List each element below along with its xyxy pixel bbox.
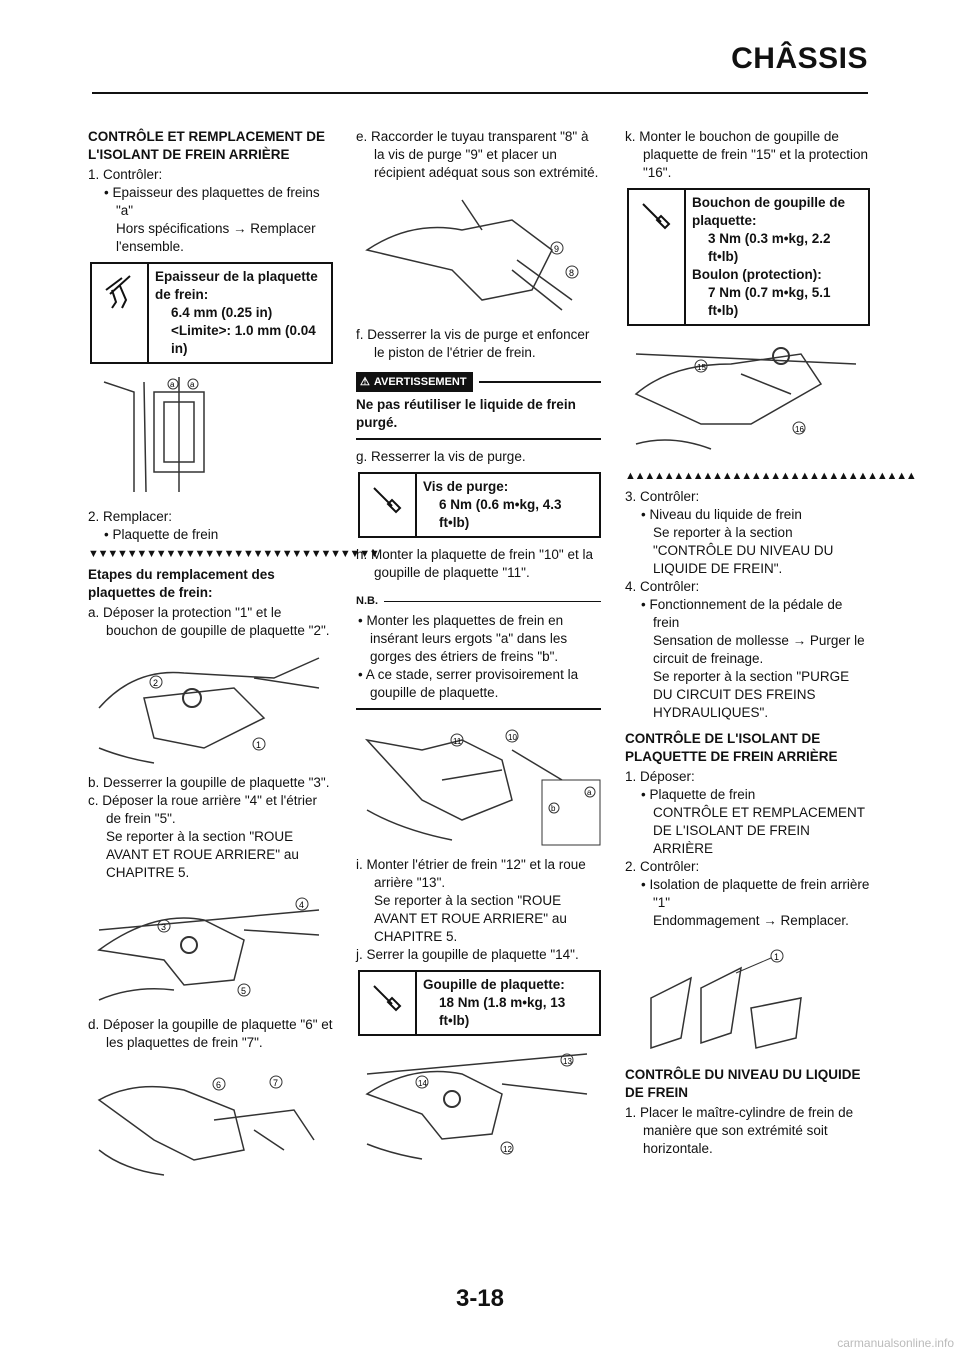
step-text: 4. Contrôler: (625, 579, 700, 594)
bullet-text: • Plaquette de frein (641, 787, 756, 802)
figure-label: 1 (256, 740, 262, 750)
warning-triangle-icon: ⚠ (360, 376, 370, 388)
warning-badge (356, 372, 473, 392)
sub-text: Se reporter à la section "ROUE AVANT ET ROUE ARRIERE" au CHAPITRE 5. (374, 893, 567, 944)
step-text: 2. Contrôler: (625, 859, 700, 874)
spec-title: Boulon (protection): (692, 267, 822, 282)
step-text: c. Déposer la roue arrière "4" et l'étrier de frein "5". (88, 793, 318, 826)
figure-label: a (587, 788, 592, 797)
step-text: i. Monter l'étrier de frein "12" et la roue arrière "13". (356, 857, 586, 890)
bullet-text: • Niveau du liquide de frein (641, 507, 802, 522)
section-heading: CONTRÔLE DE L'ISOLANT DE PLAQUETTE DE FREIN ARRIÈRE (625, 731, 838, 764)
caliper-gauge-icon (92, 264, 149, 362)
figure-label: a (170, 380, 175, 389)
figure-brake-pad-thickness (94, 372, 333, 500)
page-title: CHÂSSIS (731, 42, 868, 75)
torque-wrench-icon (360, 972, 417, 1034)
spec-limit: <Limite>: 1.0 mm (0.04 in) (171, 323, 316, 356)
figure-label: 8 (569, 268, 575, 278)
figure-pad-pin-tightening (362, 1044, 601, 1162)
figure-label: 7 (273, 1078, 279, 1088)
figure-label: 2 (153, 678, 159, 688)
step-text: j. Serrer la goupille de plaquette "14". (356, 947, 579, 962)
figure-label: 15 (697, 363, 706, 372)
sub-text: Se reporter à la section "CONTRÔLE DU NIVEAU DU LIQUIDE DE FREIN". (653, 525, 834, 576)
warning-header (356, 372, 601, 392)
sub-text: CONTRÔLE ET REMPLACEMENT DE L'ISOLANT DE FREIN ARRIÈRE (653, 805, 865, 856)
step-text: h. Monter la plaquette de frein "10" et la goupille de plaquette "11". (356, 547, 593, 580)
figure-label: 10 (508, 733, 517, 742)
step-text: 1. Déposer: (625, 769, 695, 784)
spec-box (358, 970, 601, 1036)
figure-pad-insulator (631, 938, 870, 1058)
steps-start-marker: ▼▼▼▼▼▼▼▼▼▼▼▼▼▼▼▼▼▼▼▼▼▼▼▼▼▼▼▼▼▼ (88, 548, 379, 560)
figure-label: 13 (563, 1057, 572, 1066)
figure-label: 14 (418, 1079, 427, 1088)
torque-wrench-icon (360, 474, 417, 536)
bullet-text: • Fonctionnement de la pédale de frein (641, 597, 843, 630)
figure-label: 11 (453, 737, 462, 746)
sub-text: Sensation de mollesse → Purger le circuit de freinage. (653, 633, 865, 666)
figure-label: b (551, 804, 556, 813)
figure-label: 9 (554, 244, 560, 254)
figure-protection-install (631, 334, 870, 462)
step-text: e. Raccorder le tuyau transparent "8" à la vis de purge "9" et placer un récipient adéquat sous son extrémité. (356, 129, 599, 180)
warning-label: AVERTISSEMENT (373, 376, 467, 388)
spec-value: 7 Nm (0.7 m•kg, 5.1 ft•lb) (708, 285, 831, 318)
figure-label: 5 (241, 986, 247, 996)
figure-pad-removal (94, 1060, 333, 1178)
column-2 (356, 128, 601, 1170)
section-heading: CONTRÔLE ET REMPLACEMENT DE L'ISOLANT DE FREIN ARRIÈRE (88, 129, 326, 162)
step-text: b. Desserrer la goupille de plaquette "3". (88, 775, 330, 790)
bullet-text: • Plaquette de frein (104, 527, 219, 542)
page-number: 3-18 (455, 1285, 505, 1312)
figure-label: 12 (503, 1145, 512, 1154)
torque-wrench-icon (629, 190, 686, 324)
column-3 (625, 128, 916, 1158)
spec-box (90, 262, 333, 364)
section-heading: CONTRÔLE DU NIVEAU DU LIQUIDE DE FREIN (625, 1067, 861, 1100)
spec-value: 6.4 mm (0.25 in) (171, 305, 273, 320)
step-text: d. Déposer la goupille de plaquette "6" et les plaquettes de frein "7". (88, 1017, 333, 1050)
watermark: carmanualsonline.info (837, 1336, 954, 1350)
figure-label: 16 (795, 425, 804, 434)
sub-text: Hors spécifications → Remplacer l'ensemble. (116, 221, 316, 254)
step-text: g. Resserrer la vis de purge. (356, 449, 526, 464)
figure-label: 3 (161, 922, 167, 932)
spec-title: Epaisseur de la plaquette de frein: (155, 269, 318, 302)
step-text: 2. Remplacer: (88, 509, 173, 524)
spec-value: 18 Nm (1.8 m•kg, 13 ft•lb) (439, 995, 566, 1028)
spec-value: 3 Nm (0.3 m•kg, 2.2 ft•lb) (708, 231, 831, 264)
sub-text: Se reporter à la section "PURGE DU CIRCUIT DES FREINS HYDRAULIQUES". (653, 669, 850, 720)
sub-text: Se reporter à la section "ROUE AVANT ET ROUE ARRIERE" au CHAPITRE 5. (106, 829, 299, 880)
spec-title: Goupille de plaquette: (423, 977, 565, 992)
figure-label: 6 (216, 1080, 222, 1090)
step-text: k. Monter le bouchon de goupille de plaquette de frein "15" et la protection "16". (625, 129, 868, 180)
note-label: N.B. (356, 595, 378, 607)
steps-end-marker: ▲▲▲▲▲▲▲▲▲▲▲▲▲▲▲▲▲▲▲▲▲▲▲▲▲▲▲▲▲▲ (625, 470, 916, 482)
note-bullet: • A ce stade, serrer provisoirement la goupille de plaquette. (358, 667, 579, 700)
figure-protection-removal (94, 648, 333, 766)
bullet-text: • Epaisseur des plaquettes de freins "a" (104, 185, 320, 218)
step-text: f. Desserrer la vis de purge et enfoncer le piston de l'étrier de frein. (356, 327, 590, 360)
figure-pad-installation (362, 720, 601, 848)
step-text: 1. Placer le maître-cylindre de frein de manière que son extrémité soit horizontale. (625, 1105, 854, 1156)
warning-text: Ne pas réutiliser le liquide de frein purgé. (356, 396, 601, 440)
header-rule (92, 92, 868, 94)
note-bullet: • Monter les plaquettes de frein en insérant leurs ergots "a" dans les gorges des étriers de freins "b". (358, 613, 568, 664)
step-text: a. Déposer la protection "1" et le bouchon de goupille de plaquette "2". (88, 605, 330, 638)
figure-label: 4 (299, 900, 305, 910)
step-text: 1. Contrôler: (88, 167, 163, 182)
sub-text: Endommagement → Remplacer. (653, 913, 849, 928)
figure-bleed-screw (362, 190, 601, 318)
figure-label: a (190, 380, 195, 389)
sub-heading: Etapes du remplacement des plaquettes de frein: (88, 567, 275, 600)
spec-title: Bouchon de goupille de plaquette: (692, 195, 845, 228)
step-text: 3. Contrôler: (625, 489, 700, 504)
figure-wheel-caliper-removal (94, 890, 333, 1008)
bullet-text: • Isolation de plaquette de frein arrière "1" (641, 877, 870, 910)
spec-title: Vis de purge: (423, 479, 509, 494)
note-header (356, 592, 601, 610)
figure-label: 1 (774, 952, 780, 962)
spec-box (627, 188, 870, 326)
spec-value: 6 Nm (0.6 m•kg, 4.3 ft•lb) (439, 497, 562, 530)
spec-box (358, 472, 601, 538)
